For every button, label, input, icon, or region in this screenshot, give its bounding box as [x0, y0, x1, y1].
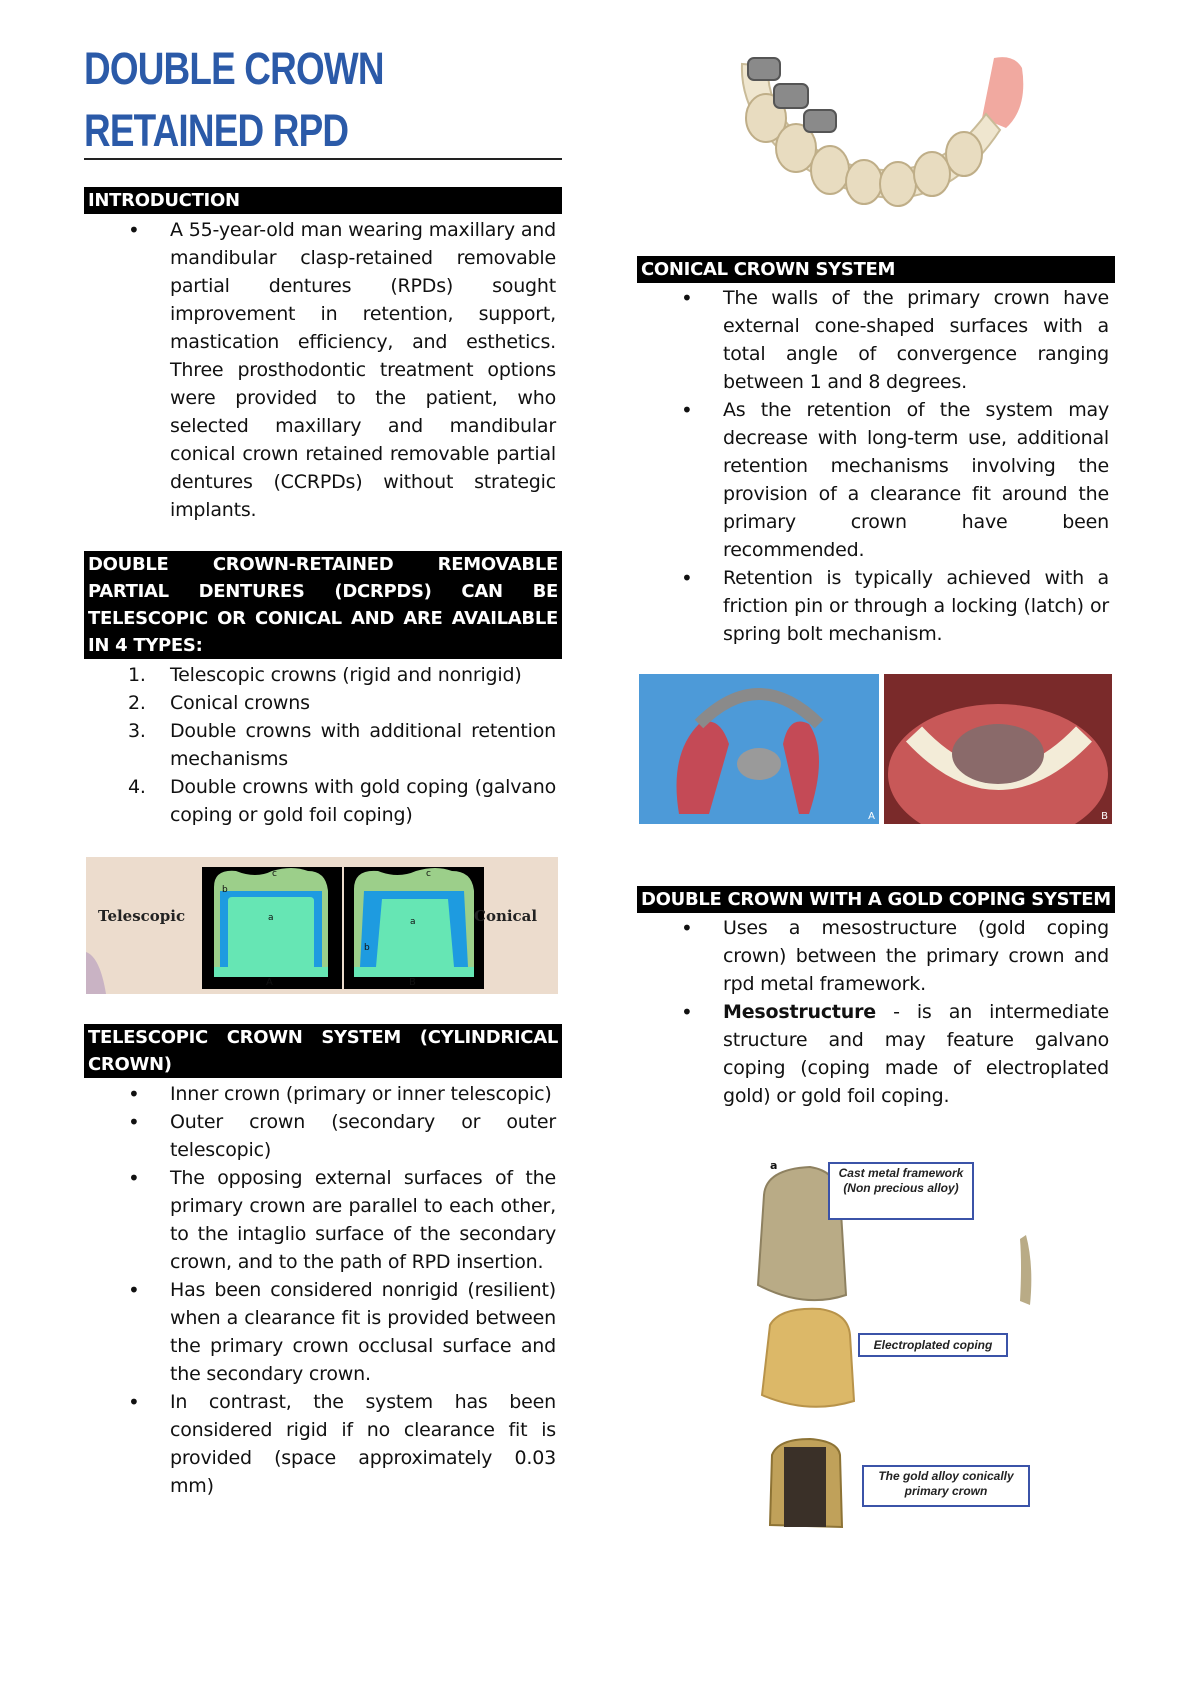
conical-letter-c: c [426, 869, 431, 879]
crown-diagram-svg [86, 857, 558, 994]
gold-coping-list [637, 914, 1109, 1110]
conical-base [354, 967, 474, 977]
gold-coping-figure [750, 1155, 1040, 1535]
telescopic-letter-a: a [268, 913, 274, 923]
framework-edge [1020, 1235, 1031, 1305]
title-line-2: RETAINED RPD [84, 105, 349, 156]
list-item [84, 773, 556, 829]
list-item: • The opposing external surfaces of the primary crown are parallel to each other, to the intaglio surface of the secondary crown, and to the path of RPD insertion. [84, 1164, 556, 1276]
page-title [84, 38, 476, 162]
introduction-heading: INTRODUCTION [84, 187, 562, 214]
list-item: • In contrast, the system has been considered rigid if no clearance fit is provided (space approximately 0.03 mm) [84, 1388, 556, 1500]
decorative-swoosh [86, 952, 106, 994]
list-item: • The walls of the primary crown have external cone-shaped surfaces with a total angle of convergence ranging between 1 and 8 degrees. [637, 284, 1109, 396]
introduction-list [84, 216, 556, 524]
photo-a-framework [699, 694, 819, 724]
list-item: • As the retention of the system may decrease with long-term use, additional retention mechanisms involving the provision of a clearance fit around the primary crown have been recommended. [637, 396, 1109, 564]
conical-letter-b: b [364, 943, 370, 953]
telescopic-heading: TELESCOPIC CROWN SYSTEM (CYLINDRICAL CROWN) [84, 1024, 562, 1078]
conical-letter-B: B [409, 977, 416, 988]
photo-a-left-saddle [677, 722, 730, 815]
photo-b-letter: B [1101, 811, 1108, 822]
mesostructure-term: Mesostructure [723, 1001, 876, 1023]
list-number: 4. [128, 776, 146, 798]
list-item: • Inner crown (primary or inner telescopic) [84, 1080, 556, 1108]
dcrpd-heading: DOUBLE CROWN-RETAINED REMOVABLE PARTIAL DENTURES (DCRPDS) CAN BE TELESCOPIC OR CONICAL AND ARE AVAILABLE IN 4 TYPES: [84, 551, 562, 659]
denture-illustration [738, 48, 1028, 208]
conical-heading: CONICAL CROWN SYSTEM [637, 256, 1115, 283]
telescopic-base [214, 967, 328, 977]
dcrpd-types-list [84, 661, 556, 829]
telescopic-inner-crown [228, 897, 314, 967]
telescopic-letter-A: A [266, 977, 273, 988]
list-item: • A 55-year-old man wearing maxillary and mandibular clasp-retained removable partial dentures (RPDs) sought improvement in retention, support, mastication efficiency, and esthetics. Three prosthodontic treatment options were provided to the patient, who selected maxillary and mandibular conical crown retained removable partial dentures (CCRPDs) without strategic implants. [84, 216, 556, 524]
list-number: 1. [128, 664, 146, 686]
title-divider [84, 158, 562, 160]
list-item [84, 661, 556, 689]
photo-b-illustration [884, 674, 1112, 824]
conical-letter-a: a [410, 917, 416, 927]
photo-b-palate [952, 724, 1044, 784]
title-line-1: DOUBLE CROWN [84, 43, 384, 94]
conical-inner-crown [376, 899, 454, 967]
gold-coping-heading: DOUBLE CROWN WITH A GOLD COPING SYSTEM [637, 886, 1115, 913]
conical-photo-a [639, 674, 879, 824]
telescopic-label: Telescopic [98, 907, 186, 925]
electroplated-coping [762, 1309, 854, 1407]
list-item: • Has been considered nonrigid (resilient) when a clearance fit is provided between the primary crown occlusal surface and the secondary crown. [84, 1276, 556, 1388]
denture-photo [738, 48, 1028, 208]
list-text: Double crowns with gold coping (galvano coping or gold foil coping) [170, 776, 556, 826]
list-text: Telescopic crowns (rigid and nonrigid) [170, 664, 522, 686]
list-item: • Uses a mesostructure (gold coping crown) between the primary crown and rpd metal framework. [637, 914, 1109, 998]
list-item [84, 717, 556, 773]
list-item [84, 689, 556, 717]
crown-comparison-diagram [86, 857, 558, 994]
photo-a-letter: A [868, 811, 875, 822]
conical-label: Conical [474, 907, 538, 925]
telescopic-letter-c: c [272, 869, 277, 879]
conical-photo-b [884, 674, 1112, 824]
list-text: Double crowns with additional retention mechanisms [170, 720, 556, 770]
conical-list [637, 284, 1109, 648]
label-gold-alloy-primary-crown: The gold alloy conically primary crown [862, 1465, 1030, 1507]
list-number: 2. [128, 692, 146, 714]
figure-letter-a: a [770, 1159, 778, 1172]
list-number: 3. [128, 720, 146, 742]
telescopic-list [84, 1080, 556, 1500]
list-text: Conical crowns [170, 692, 310, 714]
list-item: • Retention is typically achieved with a friction pin or through a locking (latch) or spring bolt mechanism. [637, 564, 1109, 648]
primary-crown-cutaway [784, 1447, 826, 1527]
photo-a-illustration [639, 674, 879, 824]
telescopic-letter-b: b [222, 885, 228, 895]
photo-a-right-saddle [783, 722, 819, 815]
label-electroplated-coping: Electroplated coping [858, 1333, 1008, 1357]
list-item: • Outer crown (secondary or outer telescopic) [84, 1108, 556, 1164]
photo-a-connector [737, 748, 781, 780]
label-cast-metal-framework: Cast metal framework (Non precious alloy) [828, 1162, 974, 1220]
list-item [637, 998, 1109, 1110]
mesostructure-definition: - is an intermediate structure and may feature galvano coping (coping made of electroplated gold) or gold foil coping. [723, 1001, 1109, 1107]
